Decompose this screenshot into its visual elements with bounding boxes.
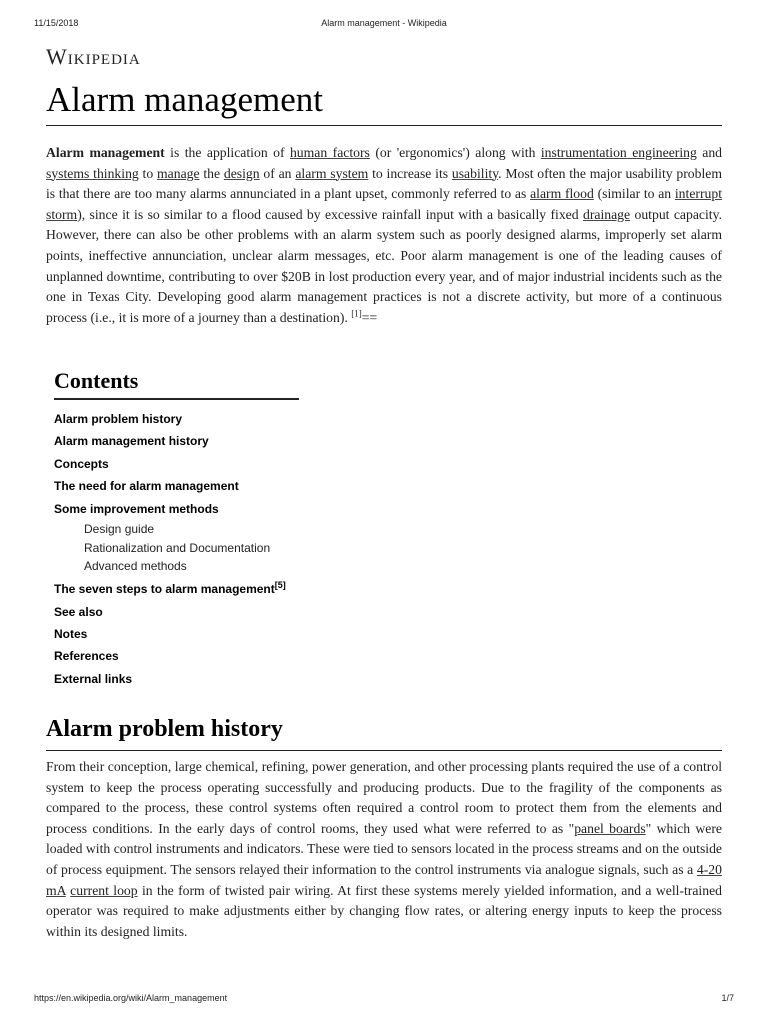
link-panel-boards[interactable]: panel boards	[574, 820, 646, 836]
link-drainage[interactable]: drainage	[582, 206, 631, 222]
link-alarm-system[interactable]: alarm system	[295, 165, 369, 181]
print-url: https://en.wikipedia.org/wiki/Alarm_management	[34, 993, 228, 1003]
toc-item-concepts[interactable]: Concepts	[54, 456, 109, 471]
lead-paragraph: Alarm management is the application of human factors (or 'ergonomics') along with instrumentation engineering and systems thinking to manage the design of an alarm system to increase its usability. Most often the major usability problem is that there are too many alarms annunciated in a plant upset, commonly referred to as alarm flood (similar to an interrupt storm), since it is so similar to a flood caused by excessive rainfall input with a basically fixed drainage output capacity. However, there can also be other problems with an alarm system such as poorly designed alarms, improperly set alarm points, ineffective annunciation, unclear alarm messages, etc. Poor alarm management is one of the leading causes of unplanned downtime, contributing to over $20B in lost production every year, and of major industrial incidents such as the one in Texas City. Developing good alarm management practices is not a discrete activity, but more of a continuous process (i.e., it is more of a journey than a destination). [1]==	[46, 145, 723, 325]
toc-item-seven-steps[interactable]	[54, 578, 299, 600]
toc-item-notes[interactable]: Notes	[54, 626, 88, 641]
toc-subitem-rationalization[interactable]: Rationalization and Documentation	[84, 540, 271, 555]
link-usability[interactable]: usability	[451, 165, 499, 181]
print-footer	[34, 993, 734, 1005]
link-design[interactable]: design	[223, 165, 260, 181]
title-divider	[46, 125, 722, 126]
print-page-title: Alarm management - Wikipedia	[321, 18, 447, 28]
toc-item-references[interactable]: References	[54, 649, 119, 664]
bold-term: Alarm management	[46, 145, 165, 160]
contents-sublist	[54, 520, 299, 576]
link-systems-thinking[interactable]: systems thinking	[46, 165, 139, 181]
toc-item-see-also[interactable]: See also	[54, 604, 103, 619]
link-human-factors[interactable]: human factors	[289, 145, 370, 160]
link-alarm-flood[interactable]: alarm flood	[530, 186, 594, 202]
link-4-20-ma[interactable]: 4-20 mA	[46, 861, 722, 898]
print-page-number: 1/7	[721, 993, 734, 1003]
section-divider	[46, 750, 722, 751]
link-instrumentation-engineering[interactable]: instrumentation engineering	[540, 145, 697, 160]
link-manage[interactable]: manage	[157, 165, 200, 181]
toc-item-some-improvement-methods	[54, 498, 299, 577]
table-of-contents	[54, 368, 299, 690]
toc-item-need-for-alarm-management[interactable]: The need for alarm management	[54, 479, 239, 494]
toc-item-seven-steps-label[interactable]: The seven steps to alarm management	[54, 582, 275, 597]
toc-subitem-advanced-methods[interactable]: Advanced methods	[84, 559, 187, 574]
link-interrupt-storm[interactable]: interrupt storm	[46, 186, 723, 222]
print-date: 11/15/2018	[34, 18, 79, 28]
toc-item-alarm-management-history[interactable]: Alarm management history	[54, 434, 209, 449]
reference-1[interactable]: [1]	[351, 308, 362, 319]
section-heading-alarm-problem-history: Alarm problem history	[46, 716, 283, 742]
link-current-loop[interactable]: current loop	[70, 882, 138, 898]
toc-item-external-links[interactable]: External links	[54, 671, 133, 686]
history-paragraph: From their conception, large chemical, refining, power generation, and other processing plants required the use of a control system to keep the process operating successfully and producing products. Due to the fragility of the components as compared to the process, these control systems often required a control room to protect them from the elements and process conditions. In the early days of control rooms, they used what were referred to as "panel boards" which were loaded with control instruments and indicators. These were tied to sensors located in the process streams and on the outside of process equipment. The sensors relayed their information to the control instruments via analogue signals, such as a 4-20 mA current loop in the form of twisted pair wiring. At first these systems merely yielded information, and a well-trained operator was required to make adjustments either by changing flow rates, or altering energy inputs to keep the process within its designed limits.	[46, 759, 723, 939]
contents-title: Contents	[54, 368, 299, 400]
wikipedia-wordmark[interactable]: Wikipedia	[46, 44, 141, 69]
contents-list	[54, 408, 299, 690]
page-title: Alarm management	[46, 80, 323, 119]
toc-item-some-improvement-methods-label[interactable]: Some improvement methods	[54, 501, 219, 516]
toc-subitem-design-guide[interactable]: Design guide	[84, 522, 155, 537]
print-header	[34, 18, 734, 30]
toc-reference-5: [5]	[274, 580, 286, 591]
toc-item-alarm-problem-history[interactable]: Alarm problem history	[54, 412, 183, 426]
